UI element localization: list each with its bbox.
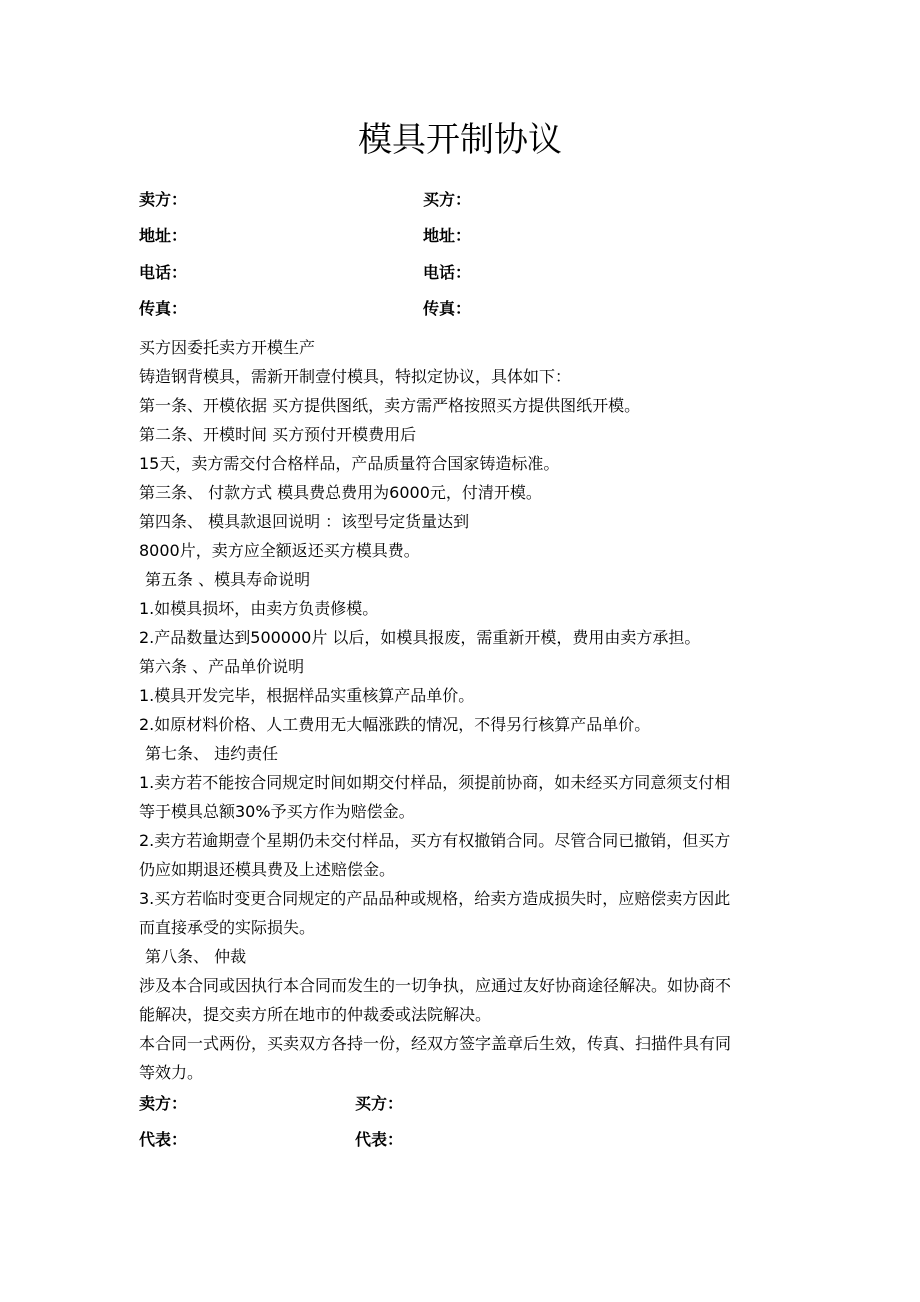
article-7-item-2-line-2: 仍应如期退还模具费及上述赔偿金。 (139, 860, 396, 879)
article-6-item-1: 1.模具开发完毕，根据样品实重核算产品单价。 (139, 686, 475, 705)
signature-buyer-rep-label: 代表： (355, 1130, 404, 1149)
article-7-title: 第七条、 违约责任 (145, 744, 279, 763)
article-6-title: 第六条 、产品单价说明 (139, 657, 305, 676)
seller-address-label: 地址： (139, 226, 188, 245)
article-7-item-3-line-2: 而直接承受的实际损失。 (139, 918, 316, 937)
article-5-item-1: 1.如模具损坏，由卖方负责修模。 (139, 599, 379, 618)
article-7-item-1-line-1: 1.卖方若不能按合同规定时间如期交付样品，须提前协商，如未经买方同意须支付相 (139, 773, 731, 792)
article-1: 第一条、开模依据 买方提供图纸，卖方需严格按照买方提供图纸开模。 (139, 396, 641, 415)
signature-seller-rep-label: 代表： (139, 1130, 188, 1149)
article-4-line-1: 第四条、 模具款退回说明 ：该型号定货量达到 (139, 512, 470, 531)
closing-line-2: 等效力。 (139, 1063, 204, 1082)
article-5-title: 第五条 、模具寿命说明 (145, 570, 311, 589)
signature-buyer-label: 买方： (355, 1094, 404, 1113)
article-8-line-1: 涉及本合同或因执行本合同而发生的一切争执，应通过友好协商途径解决。如协商不 (139, 976, 732, 995)
intro-line-1: 买方因委托卖方开模生产 (139, 338, 316, 357)
article-2-line-2: 15天，卖方需交付合格样品，产品质量符合国家铸造标准。 (139, 454, 560, 473)
seller-phone-label: 电话： (139, 263, 188, 282)
agreement-body (139, 333, 779, 1087)
article-3: 第三条、 付款方式 模具费总费用为6000元，付清开模。 (139, 483, 542, 502)
article-7-item-3-line-1: 3.买方若临时变更合同规定的产品品种或规格，给卖方造成损失时，应赔偿卖方因此 (139, 889, 731, 908)
closing-line-1: 本合同一式两份，买卖双方各持一份，经双方签字盖章后生效，传真、扫描件具有同 (139, 1034, 732, 1053)
article-7-item-1-line-2: 等于模具总额30%予买方作为赔偿金。 (139, 802, 415, 821)
seller-fax-label: 传真： (139, 299, 188, 318)
seller-label: 卖方： (139, 190, 188, 209)
signature-seller-label: 卖方： (139, 1094, 188, 1113)
article-2-line-1: 第二条、开模时间 买方预付开模费用后 (139, 425, 417, 444)
buyer-fax-label: 传真： (423, 299, 472, 318)
article-6-item-2: 2.如原材料价格、人工费用无大幅涨跌的情况，不得另行核算产品单价。 (139, 715, 651, 734)
article-8-line-2: 能解决，提交卖方所在地市的仲裁委或法院解决。 (139, 1005, 492, 1024)
article-8-title: 第八条、 仲裁 (145, 947, 247, 966)
article-7-item-2-line-1: 2.卖方若逾期壹个星期仍未交付样品，买方有权撤销合同。尽管合同已撤销，但买方 (139, 831, 731, 850)
buyer-address-label: 地址： (423, 226, 472, 245)
intro-line-2: 铸造钢背模具，需新开制壹付模具，特拟定协议，具体如下： (139, 367, 572, 386)
buyer-label: 买方： (423, 190, 472, 209)
buyer-phone-label: 电话： (423, 263, 472, 282)
document-title: 模具开制协议 (358, 120, 562, 160)
article-5-item-2: 2.产品数量达到500000片 以后，如模具报废，需重新开模，费用由卖方承担。 (139, 628, 701, 647)
article-4-line-2: 8000片，卖方应全额返还买方模具费。 (139, 541, 420, 560)
